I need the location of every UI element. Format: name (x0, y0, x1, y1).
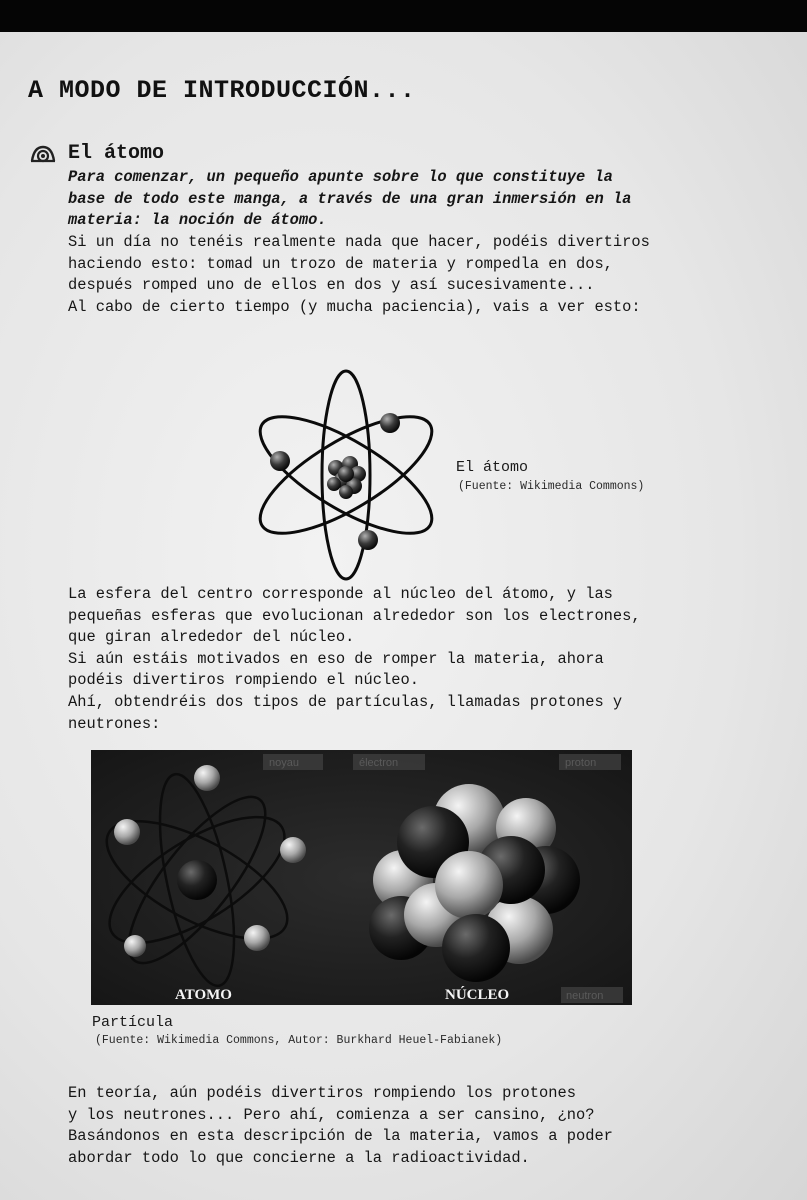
photo-electron (244, 925, 270, 951)
figure-2-caption: Partícula (92, 1014, 174, 1031)
photo-electron (124, 935, 146, 957)
label-electron: électron (359, 757, 399, 769)
intro-paragraph: Para comenzar, un pequeño apunte sobre lo que constituye la base de todo este manga, a través de una gran inmersión en la materia: la noción de átomo. (68, 168, 632, 230)
atom-nucleus-photo (91, 750, 632, 1005)
figure-2-source: (Fuente: Wikimedia Commons, Autor: Burkhard Heuel-Fabianek) (95, 1034, 503, 1047)
atom-diagram (250, 368, 442, 582)
paragraph-1: Si un día no tenéis realmente nada que hacer, podéis divertiros haciendo esto: tomad un trozo de materia y rompedla en dos, después romped uno de ellos en dos y así sucesivamente... Al cabo de cierto tiempo (y mucha paciencia), vais a ver esto: (68, 233, 650, 316)
figure-1-caption: El átomo (456, 459, 529, 476)
electron (270, 451, 290, 471)
photo-nucleus (177, 860, 217, 900)
label-nucleo: NÚCLEO (445, 987, 510, 1003)
top-black-bar (0, 0, 807, 32)
atom-nucleus (327, 456, 366, 499)
label-atomo: ATOMO (175, 987, 232, 1003)
paragraph-2: La esfera del centro corresponde al núcleo del átomo, y las pequeñas esferas que evolucionan alrededor son los electrones, que giran alrededor del núcleo. Si aún estáis motivados en eso de romper la materia, ahora podéis divertiros rompiendo el núcleo. Ahí, obtendréis dos tipos de partículas, llamadas protones y neutrones: (68, 585, 641, 733)
label-noyau: noyau (269, 757, 299, 769)
label-neutron: neutron (566, 990, 604, 1002)
paragraph-3: En teoría, aún podéis divertiros rompiendo los protones y los neutrones... Pero ahí, comienza a ser cansino, ¿no? Basándonos en esta descripción de la materia, vamos a poder abordar todo lo que concierne a la radioactividad. (68, 1084, 613, 1167)
photo-electron (194, 765, 220, 791)
electron (358, 530, 378, 550)
figure-1-source: (Fuente: Wikimedia Commons) (458, 480, 645, 493)
section-title: El átomo (68, 142, 165, 165)
label-proton: proton (565, 757, 597, 769)
page-title: A MODO DE INTRODUCCIÓN... (28, 76, 416, 105)
photo-electron (280, 837, 306, 863)
electron (380, 413, 400, 433)
photo-electron (114, 819, 140, 845)
eye-spiral-icon (30, 145, 56, 163)
